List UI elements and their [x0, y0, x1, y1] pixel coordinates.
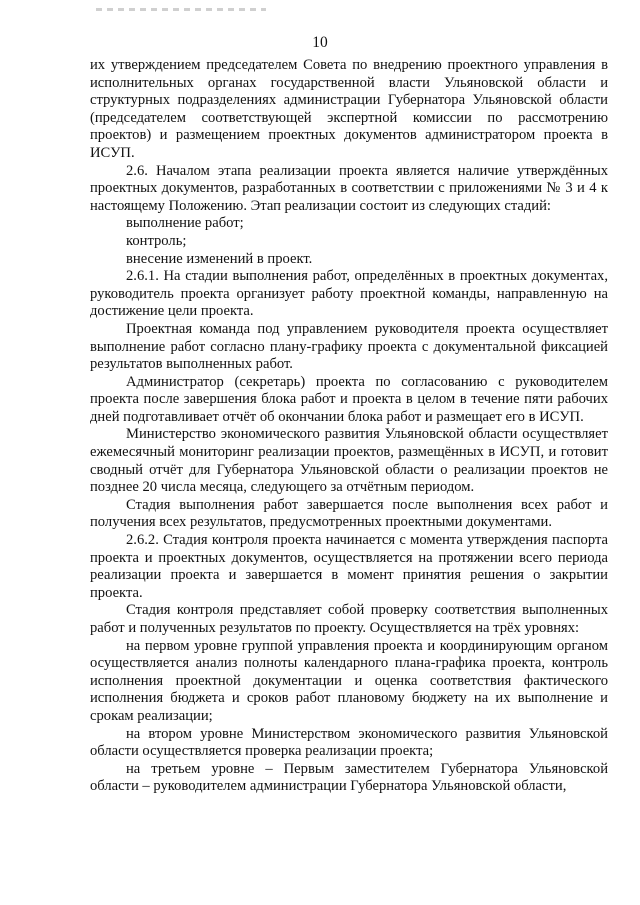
list-item: контроль;: [126, 232, 187, 249]
paragraph: Проектная команда под управлением руководителя проекта осуществляет выполнение работ согласно плану-графику проекта с документальной фиксацией результатов выполненных работ.: [90, 320, 608, 373]
paragraph: Стадия выполнения работ завершается после выполнения всех работ и получения всех результатов, предусмотренных проектными документами.: [90, 496, 608, 531]
page-number: 10: [312, 34, 328, 51]
paragraph: Администратор (секретарь) проекта по согласованию с руководителем проекта после завершения блока работ и проекта в целом в течение пяти рабочих дней подготавливает отчёт об окончании блока работ и размещает его в ИСУП.: [90, 373, 608, 425]
paragraph: на третьем уровне – Первым заместителем Губернатора Ульяновской области – руководителем администрации Губернатора Ульяновской области,: [90, 760, 608, 795]
document-body: [90, 57, 608, 796]
paragraph: 2.6.2. Стадия контроля проекта начинается с момента утверждения паспорта проекта и проектных документов, осуществляется на протяжении всего периода реализации проекта и завершается в момент принятия решения о закрытии проекта.: [90, 532, 608, 601]
list-item: внесение изменений в проект.: [126, 250, 313, 267]
paragraph: 2.6. Началом этапа реализации проекта является наличие утверждённых проектных документов, разработанных в соответствии с приложениями № 3 и 4 к настоящему Положению. Этап реализации состоит из следующих стадий:: [90, 162, 608, 214]
paragraph: Стадия контроля представляет собой проверку соответствия выполненных работ и полученных результатов по проекту. Осуществляется на трёх уровнях:: [90, 602, 608, 636]
paragraph: Министерство экономического развития Ульяновской области осуществляет ежемесячный мониторинг реализации проектов, размещённых в ИСУП, и готовит сводный отчёт для Губернатора Ульяновской области о реализации проектов не позднее 20 числа месяца, следующего за отчётным периодом.: [90, 426, 608, 496]
paragraph: на первом уровне группой управления проекта и координирующим органом осуществляется анализ полноты календарного плана-графика проекта, контроль исполнения проектной документации и оценка соответствия фактического исполнения бюджета и сроков работ плановому бюджету на их выполнение и срокам реализации;: [90, 637, 608, 724]
paragraph: 2.6.1. На стадии выполнения работ, определённых в проектных документах, руководитель проекта организует работу проектной команды, направленную на достижение цели проекта.: [90, 268, 608, 320]
paragraph: на втором уровне Министерством экономического развития Ульяновской области осуществляется проверка реализации проекта;: [90, 725, 608, 760]
scan-artifact: [96, 8, 266, 11]
paragraph: их утверждением председателем Совета по внедрению проектного управления в исполнительных органах государственной власти Ульяновской области и структурных подразделениях администрации Губернатора Ульяновской области (председателем соответствующей экспертной комиссии по рассмотрению проектов) и размещением проектных документов администратором проекта в ИСУП.: [90, 57, 608, 161]
list-item: выполнение работ;: [126, 215, 244, 232]
